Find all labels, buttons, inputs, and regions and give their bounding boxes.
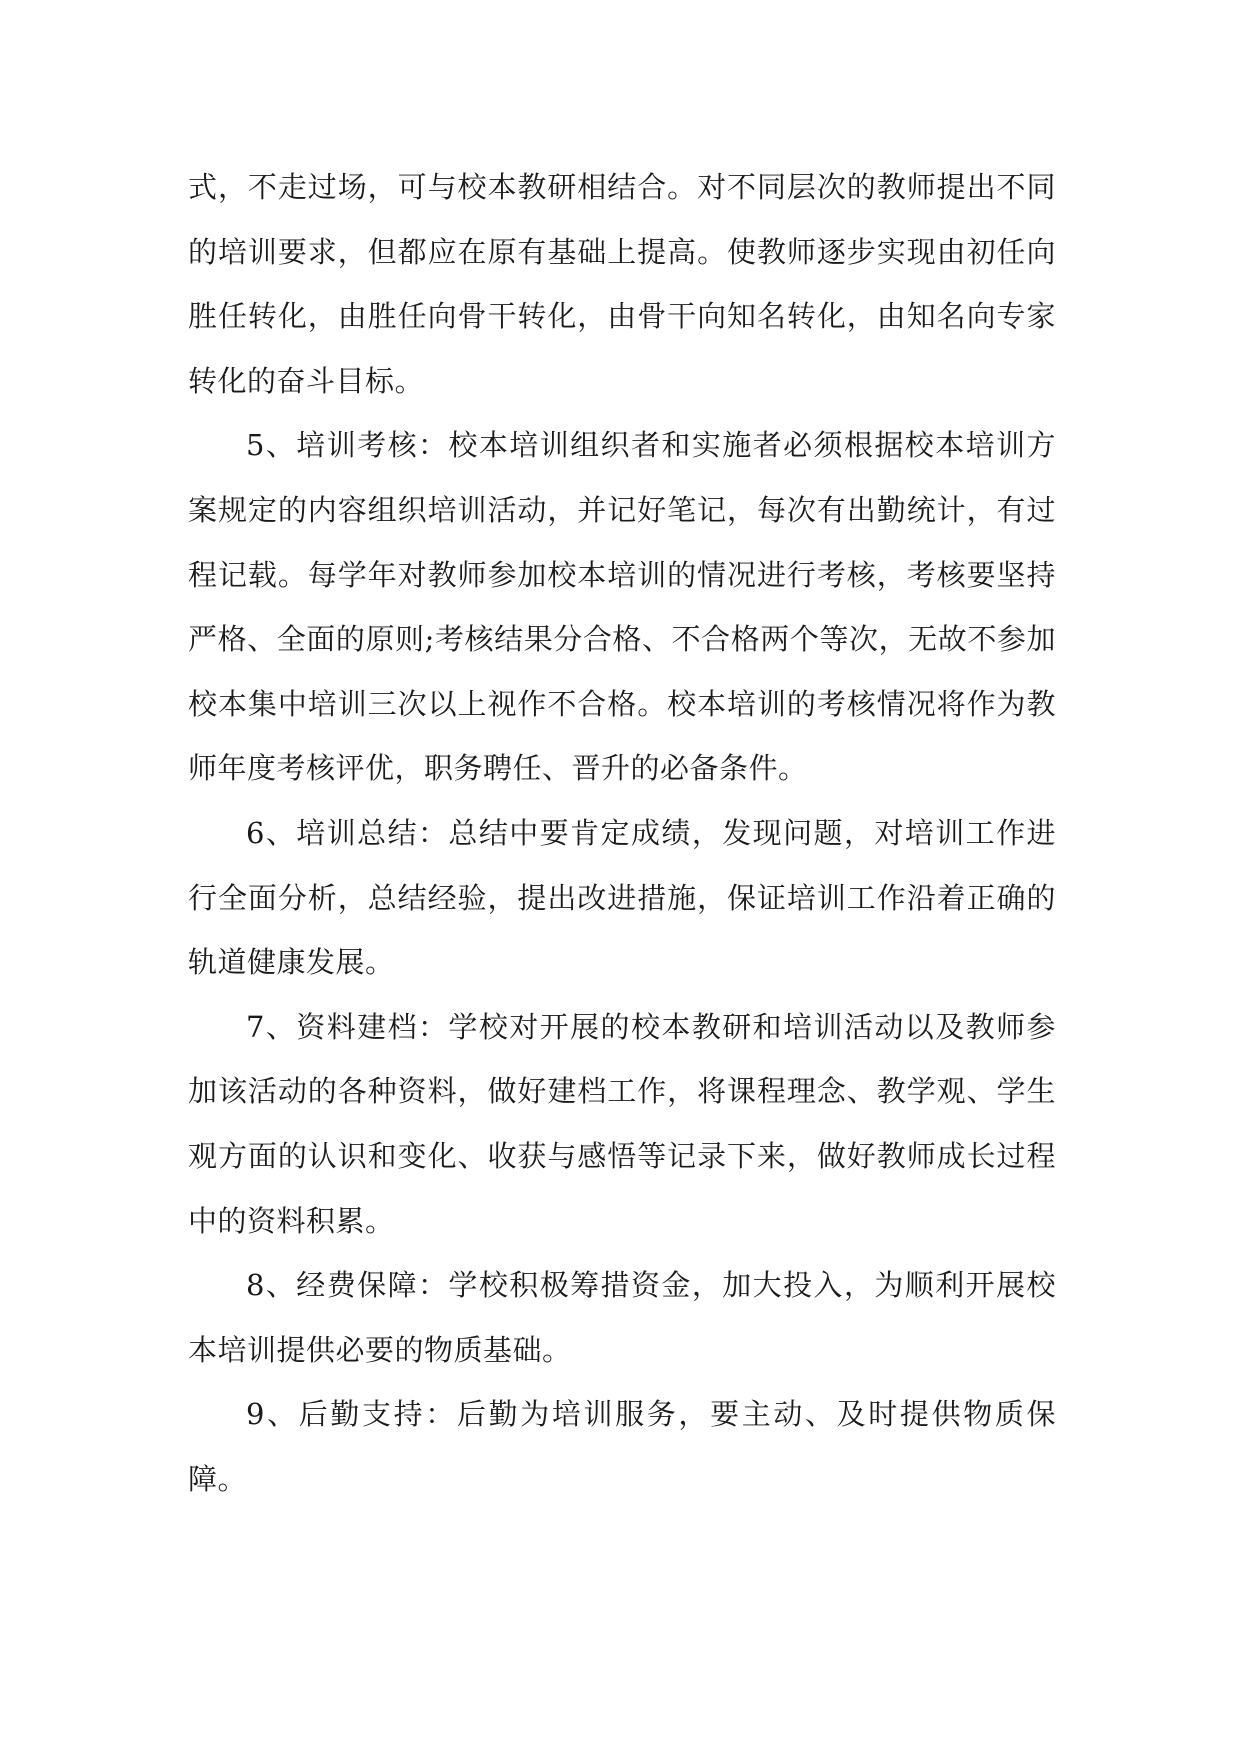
paragraph-funding: 8、经费保障：学校积极筹措资金，加大投入，为顺利开展校本培训提供必要的物质基础。 xyxy=(188,1268,1056,1367)
paragraph-continuation: 式，不走过场，可与校本教研相结合。对不同层次的教师提出不同的培训要求，但都应在原有基础上提高。使教师逐步实现由初任向胜任转化，由胜任向骨干转化，由骨干向知名转化，由知名向专家转化的奋斗目标。 xyxy=(188,170,1056,398)
document-body xyxy=(188,155,1056,1511)
paragraph-training-assessment: 5、培训考核：校本培训组织者和实施者必须根据校本培训方案规定的内容组织培训活动，并记好笔记，每次有出勤统计，有过程记载。每学年对教师参加校本培训的情况进行考核，考核要坚持严格、全面的原则;考核结果分合格、不合格两个等次，无故不参加校本集中培训三次以上视作不合格。校本培训的考核情况将作为教师年度考核评优，职务聘任、晋升的必备条件。 xyxy=(188,428,1056,786)
paragraph-training-summary: 6、培训总结：总结中要肯定成绩，发现问题，对培训工作进行全面分析，总结经验，提出改进措施，保证培训工作沿着正确的轨道健康发展。 xyxy=(188,815,1056,980)
paragraph-logistics: 9、后勤支持：后勤为培训服务，要主动、及时提供物质保障。 xyxy=(188,1397,1056,1496)
paragraph-archiving: 7、资料建档：学校对开展的校本教研和培训活动以及教师参加该活动的各种资料，做好建档工作，将课程理念、教学观、学生观方面的认识和变化、收获与感悟等记录下来，做好教师成长过程中的资料积累。 xyxy=(188,1009,1056,1238)
